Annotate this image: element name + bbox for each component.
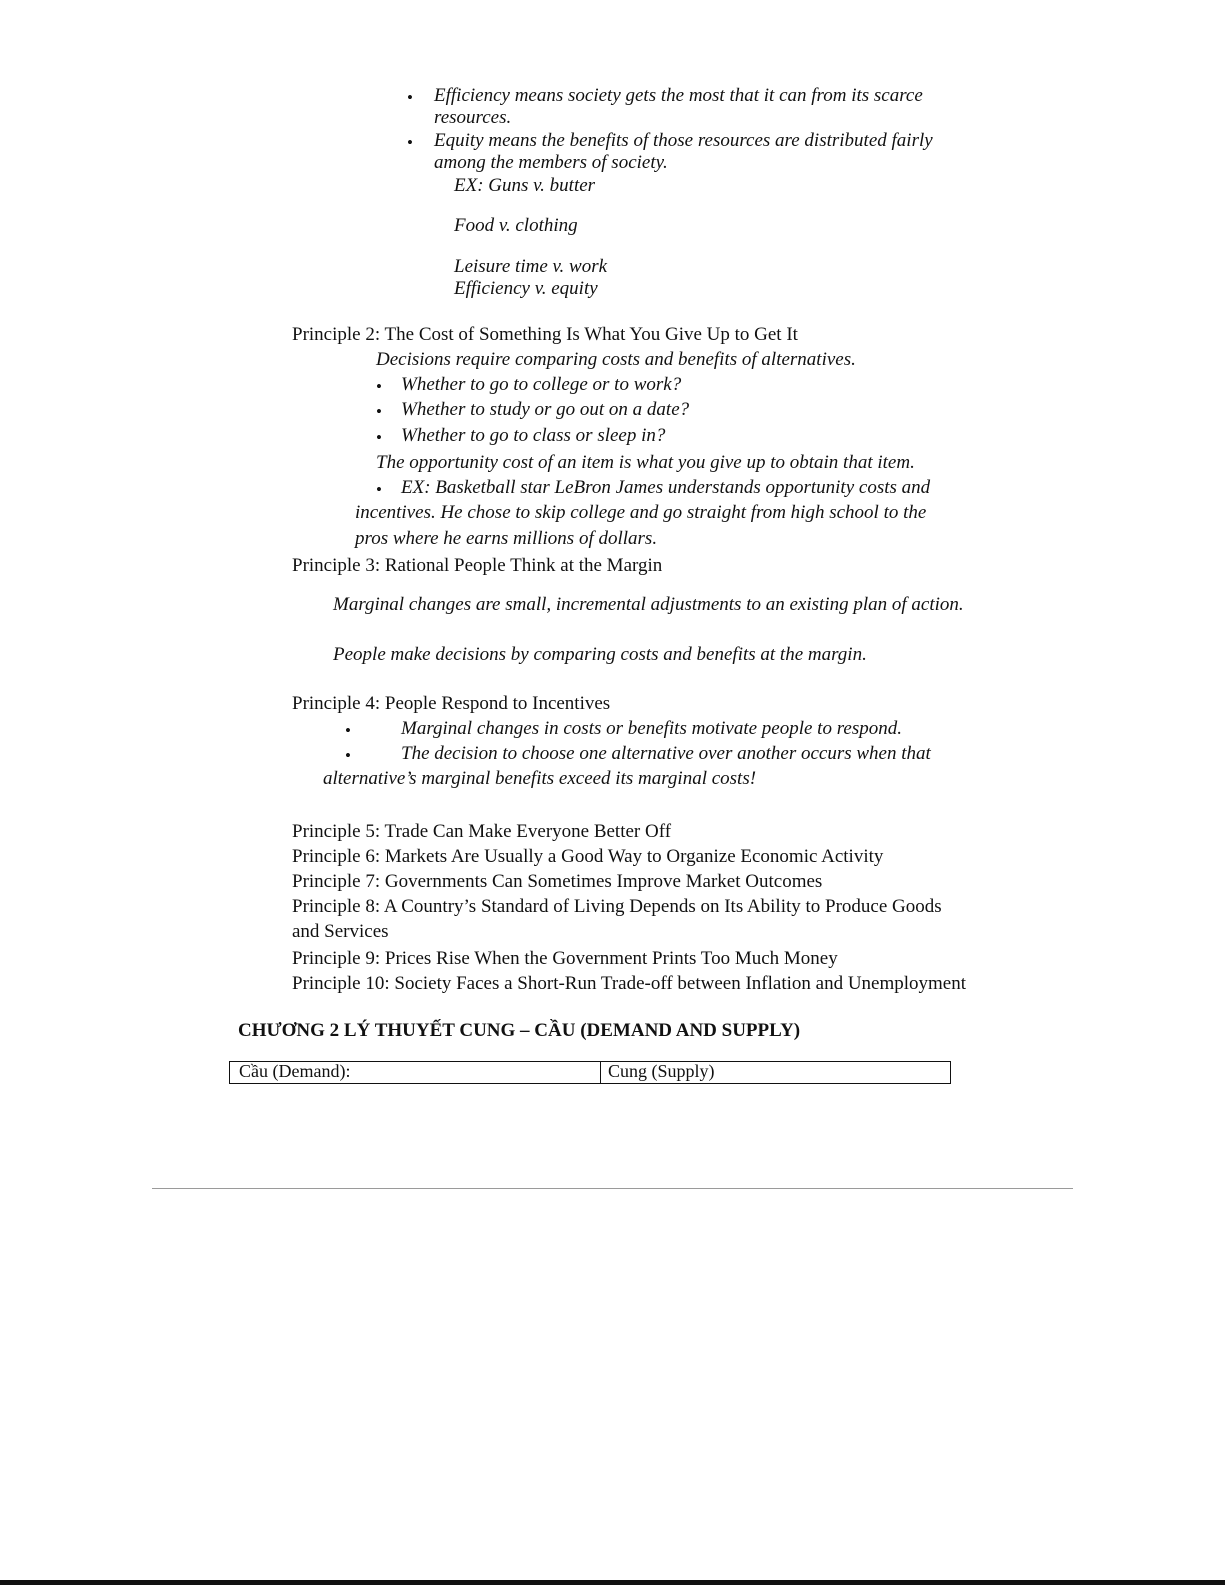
- bullet-icon: •: [407, 88, 413, 107]
- page-separator: [152, 1188, 1073, 1189]
- bullet-icon: •: [345, 746, 351, 765]
- list-item: Marginal changes in costs or benefits motivate people to respond.: [401, 718, 902, 739]
- bullet-icon: •: [407, 133, 413, 152]
- list-item-cont: alternative’s marginal benefits exceed its marginal costs!: [323, 768, 757, 789]
- decisions-text: Decisions require comparing costs and benefits of alternatives.: [376, 349, 856, 370]
- list-item: The decision to choose one alternative over another occurs when that: [401, 743, 931, 764]
- example-item: EX: Guns v. butter: [454, 175, 596, 196]
- principle-8-title: Principle 8: A Country’s Standard of Living Depends on Its Ability to Produce Goods: [292, 896, 942, 917]
- equity-definition-cont: among the members of society.: [434, 152, 668, 173]
- list-item: Whether to go to class or sleep in?: [401, 425, 666, 446]
- marginal-changes-text: Marginal changes are small, incremental adjustments to an existing plan of action.: [333, 594, 964, 615]
- efficiency-definition: Efficiency means society gets the most that it can from its scarce: [434, 85, 923, 106]
- bullet-icon: •: [345, 721, 351, 740]
- table-cell-supply: Cung (Supply): [608, 1061, 715, 1081]
- chapter-heading: CHƯƠNG 2 LÝ THUYẾT CUNG – CẦU (DEMAND AND SUPPLY): [238, 1020, 801, 1041]
- example-item: Leisure time v. work: [454, 256, 608, 277]
- opportunity-cost-text: The opportunity cost of an item is what you give up to obtain that item.: [376, 452, 915, 473]
- margin-decisions-text: People make decisions by comparing costs and benefits at the margin.: [333, 644, 867, 665]
- principle-10-title: Principle 10: Society Faces a Short-Run Trade-off between Inflation and Unemployment: [292, 973, 967, 994]
- equity-definition: Equity means the benefits of those resources are distributed fairly: [434, 130, 933, 151]
- principle-8-title-cont: and Services: [292, 921, 389, 942]
- principle-3-title: Principle 3: Rational People Think at the Margin: [292, 555, 663, 576]
- bullet-icon: •: [376, 480, 382, 499]
- efficiency-definition-cont: resources.: [434, 107, 512, 128]
- principle-7-title: Principle 7: Governments Can Sometimes Improve Market Outcomes: [292, 871, 823, 892]
- example-item: Efficiency v. equity: [454, 278, 598, 299]
- principle-6-title: Principle 6: Markets Are Usually a Good Way to Organize Economic Activity: [292, 846, 884, 867]
- bullet-icon: •: [376, 377, 382, 396]
- example-text-cont: pros where he earns millions of dollars.: [355, 528, 658, 549]
- bottom-border: [0, 1580, 1225, 1585]
- example-text-cont: incentives. He chose to skip college and go straight from high school to the: [355, 502, 927, 523]
- principle-2-title: Principle 2: The Cost of Something Is What You Give Up to Get It: [292, 324, 798, 345]
- principle-5-title: Principle 5: Trade Can Make Everyone Better Off: [292, 821, 672, 842]
- bullet-icon: •: [376, 402, 382, 421]
- example-text: EX: Basketball star LeBron James understands opportunity costs and: [401, 477, 931, 498]
- table-divider: [600, 1061, 601, 1084]
- table-cell-demand: Cầu (Demand):: [239, 1061, 351, 1081]
- list-item: Whether to study or go out on a date?: [401, 399, 690, 420]
- principle-9-title: Principle 9: Prices Rise When the Government Prints Too Much Money: [292, 948, 838, 969]
- bullet-icon: •: [376, 428, 382, 447]
- principle-4-title: Principle 4: People Respond to Incentives: [292, 693, 611, 714]
- list-item: Whether to go to college or to work?: [401, 374, 682, 395]
- example-item: Food v. clothing: [454, 215, 578, 236]
